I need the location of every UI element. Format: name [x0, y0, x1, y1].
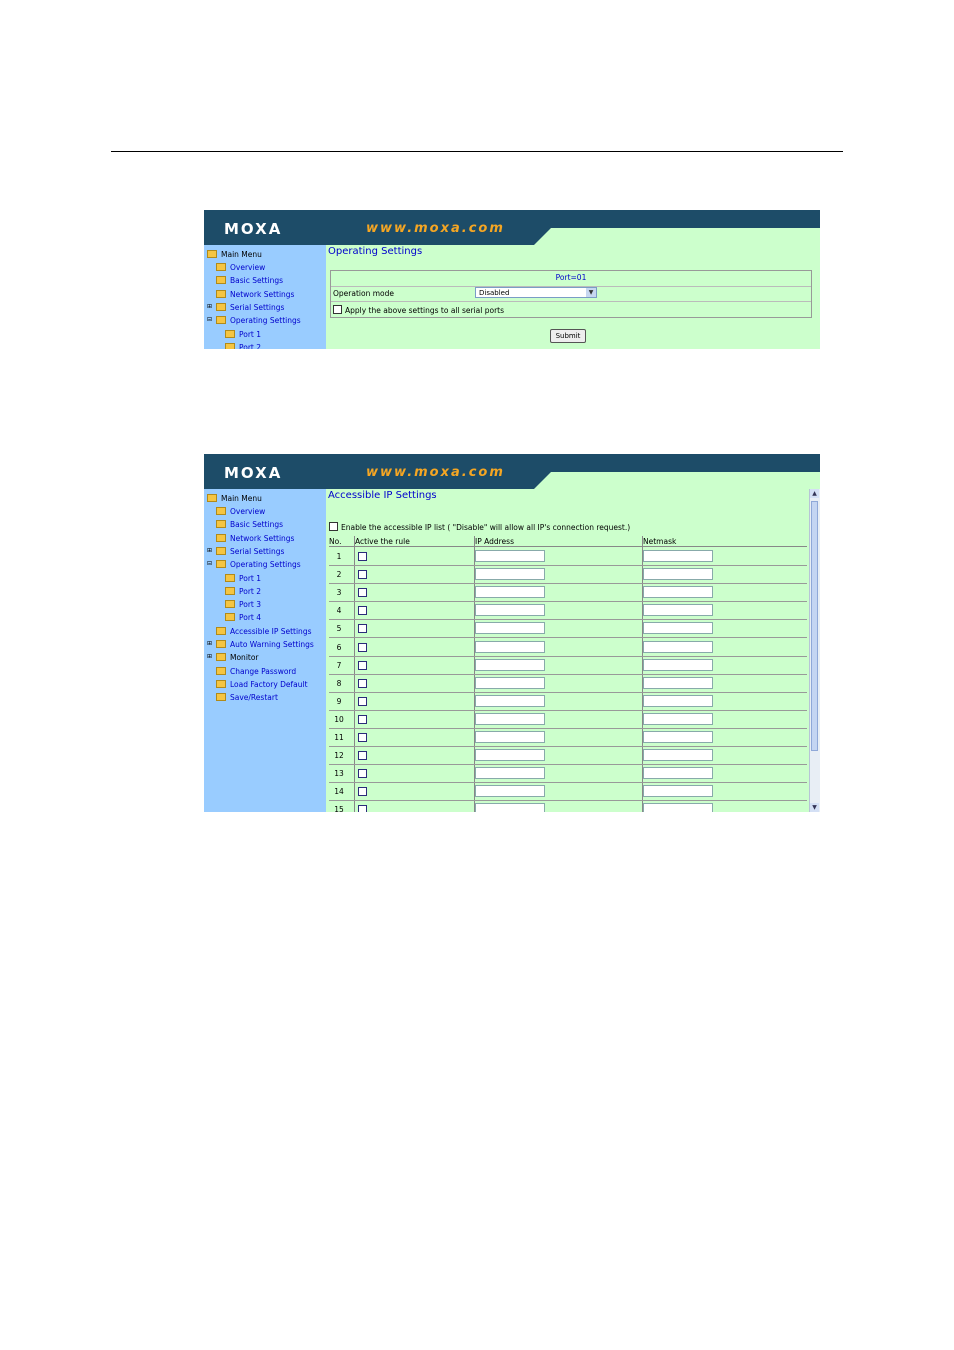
menu-item-serial-settings[interactable]: [216, 547, 284, 556]
rule-number: 5: [336, 624, 342, 634]
rule-number: 7: [336, 660, 342, 670]
settings-table: [330, 270, 812, 318]
collapse-icon[interactable]: ⊟: [207, 316, 213, 323]
table-row: [329, 601, 807, 620]
ip-address-input[interactable]: [475, 677, 545, 689]
menu-item-change-password[interactable]: [216, 667, 296, 676]
table-row: [329, 547, 807, 566]
active-rule-checkbox[interactable]: [358, 715, 367, 724]
content-area: [326, 245, 820, 349]
menu-item-overview[interactable]: [216, 263, 265, 272]
apply-all-checkbox[interactable]: [333, 305, 342, 314]
active-rule-checkbox[interactable]: [358, 588, 367, 597]
netmask-input[interactable]: [643, 767, 713, 779]
banner-stripe: [534, 228, 820, 245]
menu-label: Port 1: [239, 574, 262, 583]
rule-number: 6: [336, 642, 342, 652]
main-menu: [204, 245, 326, 349]
rule-number: 1: [336, 552, 342, 561]
table-row: [329, 583, 807, 602]
menu-label: Network Settings: [230, 534, 295, 543]
apply-all-label: Apply the above settings to all serial ports: [345, 306, 505, 315]
menu-label: Port 2: [239, 343, 262, 349]
active-rule-checkbox[interactable]: [358, 769, 367, 778]
folder-icon: [207, 250, 217, 258]
expand-icon[interactable]: ⊞: [207, 303, 213, 310]
rule-number: 4: [336, 606, 342, 616]
scroll-up-icon[interactable]: ▲: [810, 489, 819, 498]
header-banner: [204, 210, 820, 245]
rule-number: 12: [334, 751, 344, 761]
folder-icon: [225, 343, 235, 349]
scroll-down-icon[interactable]: ▼: [810, 803, 819, 812]
active-rule-checkbox[interactable]: [358, 733, 367, 742]
menu-item-basic-settings[interactable]: [216, 520, 283, 529]
column-header-ip-address: IP Address: [475, 537, 514, 546]
ip-address-input[interactable]: [475, 731, 545, 743]
header-banner: [204, 454, 820, 489]
rule-number: 13: [334, 769, 344, 779]
netmask-input[interactable]: [643, 713, 713, 725]
folder-icon: [216, 680, 226, 688]
rule-number: 3: [336, 588, 342, 598]
table-row: [329, 638, 807, 657]
operating-settings-screenshot: [204, 210, 820, 349]
netmask-input[interactable]: [643, 731, 713, 743]
folder-icon: [216, 263, 226, 271]
active-rule-checkbox[interactable]: [358, 679, 367, 688]
menu-label: Port 3: [239, 600, 262, 609]
menu-label: Auto Warning Settings: [230, 640, 314, 649]
table-row: [329, 782, 807, 801]
ip-address-input[interactable]: [475, 659, 545, 671]
active-rule-checkbox[interactable]: [358, 661, 367, 670]
moxa-logo: MOXA: [224, 464, 283, 482]
enable-ip-list-checkbox[interactable]: [329, 522, 338, 531]
accessible-ip-screenshot: [204, 454, 820, 812]
chevron-down-icon[interactable]: ▼: [586, 288, 596, 297]
table-row: [329, 674, 807, 693]
table-row: [329, 656, 807, 675]
netmask-input[interactable]: [643, 695, 713, 707]
folder-icon: [216, 640, 226, 648]
folder-icon: [216, 547, 226, 555]
ip-address-input[interactable]: [475, 622, 545, 634]
port-row: [331, 271, 811, 287]
menu-label: Operating Settings: [230, 560, 301, 569]
column-header-no: No.: [329, 537, 342, 546]
menu-item-operating-settings[interactable]: [216, 560, 301, 569]
rule-number: 8: [336, 678, 342, 688]
active-rule-checkbox[interactable]: [358, 643, 367, 652]
vertical-scrollbar[interactable]: [809, 489, 820, 812]
table-row: [329, 619, 807, 638]
menu-label: Basic Settings: [230, 520, 284, 529]
netmask-input[interactable]: [643, 586, 713, 598]
operation-mode-label: Operation mode: [333, 289, 394, 298]
table-row: [329, 710, 807, 729]
folder-icon: [225, 600, 235, 608]
folder-icon: [216, 627, 226, 635]
menu-item-port-1[interactable]: [225, 574, 261, 583]
expand-icon[interactable]: ⊞: [207, 640, 213, 647]
table-row: [329, 692, 807, 711]
apply-all-label-wrap: [333, 305, 504, 315]
menu-item-port-2[interactable]: [225, 587, 261, 596]
menu-label: Main Menu: [221, 494, 262, 503]
folder-icon: [225, 613, 235, 621]
ip-address-input[interactable]: [475, 586, 545, 598]
menu-label: Port 1: [239, 330, 262, 339]
moxa-url[interactable]: www.moxa.com: [366, 221, 505, 236]
folder-icon: [216, 653, 226, 661]
ip-address-input[interactable]: [475, 803, 545, 812]
ip-address-input[interactable]: [475, 767, 545, 779]
folder-icon: [216, 316, 226, 324]
ip-address-input[interactable]: [475, 785, 545, 797]
folder-icon: [225, 330, 235, 338]
netmask-input[interactable]: [643, 622, 713, 634]
menu-label: Main Menu: [221, 250, 262, 259]
folder-icon: [216, 520, 226, 528]
folder-icon: [216, 303, 226, 311]
netmask-input[interactable]: [643, 677, 713, 689]
netmask-input[interactable]: [643, 749, 713, 761]
folder-icon: [225, 587, 235, 595]
ip-address-input[interactable]: [475, 568, 545, 580]
menu-item-accessible-ip-settings[interactable]: [216, 627, 311, 636]
netmask-input[interactable]: [643, 803, 713, 812]
active-rule-checkbox[interactable]: [358, 805, 367, 812]
folder-icon: [216, 290, 226, 298]
folder-icon: [207, 494, 217, 502]
moxa-logo: MOXA: [224, 220, 283, 238]
page-rule: [111, 151, 843, 152]
menu-label: Basic Settings: [230, 276, 284, 285]
menu-label: Overview: [230, 263, 266, 272]
folder-icon: [216, 560, 226, 568]
menu-item-load-factory-default[interactable]: [216, 680, 308, 689]
menu-label: Operating Settings: [230, 316, 301, 325]
menu-label: Accessible IP Settings: [230, 627, 312, 636]
active-rule-checkbox[interactable]: [358, 552, 367, 561]
submit-button[interactable]: Submit: [550, 329, 586, 343]
table-row: [329, 565, 807, 584]
page-title: Accessible IP Settings: [328, 490, 437, 501]
menu-item-basic-settings[interactable]: [216, 276, 283, 285]
operation-mode-row: [331, 286, 811, 302]
page-title: Operating Settings: [328, 246, 423, 257]
table-row: [329, 800, 807, 812]
collapse-icon[interactable]: ⊟: [207, 560, 213, 567]
table-row: [329, 764, 807, 783]
folder-icon: [216, 693, 226, 701]
enable-ip-list: [329, 522, 630, 532]
menu-item-main-menu[interactable]: [207, 250, 262, 259]
active-rule-checkbox[interactable]: [358, 624, 367, 633]
folder-icon: [216, 276, 226, 284]
ip-address-input[interactable]: [475, 749, 545, 761]
netmask-input[interactable]: [643, 785, 713, 797]
menu-item-serial-settings[interactable]: [216, 303, 284, 312]
ip-address-input[interactable]: [475, 550, 545, 562]
menu-label: Overview: [230, 507, 266, 516]
banner-stripe: [534, 472, 820, 489]
table-row: [329, 746, 807, 765]
menu-label: Load Factory Default: [230, 680, 308, 689]
moxa-url[interactable]: www.moxa.com: [366, 465, 505, 480]
active-rule-checkbox[interactable]: [358, 751, 367, 760]
menu-item-network-settings[interactable]: [216, 534, 294, 543]
netmask-input[interactable]: [643, 659, 713, 671]
netmask-input[interactable]: [643, 550, 713, 562]
menu-label: Change Password: [230, 667, 297, 676]
ip-address-input[interactable]: [475, 695, 545, 707]
main-menu: [204, 489, 326, 812]
menu-item-network-settings[interactable]: [216, 290, 294, 299]
menu-label: Network Settings: [230, 290, 295, 299]
ip-address-input[interactable]: [475, 604, 545, 616]
rule-number: 14: [334, 787, 344, 797]
netmask-input[interactable]: [643, 568, 713, 580]
content-area: [326, 489, 820, 812]
rule-number: 11: [334, 733, 344, 742]
folder-icon: [216, 667, 226, 675]
folder-icon: [216, 534, 226, 542]
menu-item-port-2[interactable]: [225, 343, 261, 349]
active-rule-checkbox[interactable]: [358, 606, 367, 615]
menu-label: Port 2: [239, 587, 262, 596]
active-rule-checkbox[interactable]: [358, 570, 367, 579]
menu-item-port-1[interactable]: [225, 330, 261, 339]
active-rule-checkbox[interactable]: [358, 697, 367, 706]
apply-all-row: [331, 302, 811, 317]
enable-ip-list-label: Enable the accessible IP list ( "Disable" will allow all IP's connection request.): [341, 523, 631, 532]
menu-item-monitor[interactable]: [216, 653, 259, 662]
table-row: [329, 728, 807, 747]
port-label: Port=01: [555, 273, 587, 282]
menu-item-save-restart[interactable]: [216, 693, 278, 702]
column-header-active: Active the rule: [355, 537, 410, 546]
expand-icon[interactable]: ⊞: [207, 653, 213, 660]
ip-address-input[interactable]: [475, 713, 545, 725]
menu-label: Save/Restart: [230, 693, 278, 702]
menu-item-operating-settings[interactable]: [216, 316, 301, 325]
menu-item-main-menu[interactable]: [207, 494, 262, 503]
menu-item-auto-warning-settings[interactable]: [216, 640, 314, 649]
expand-icon[interactable]: ⊞: [207, 547, 213, 554]
menu-item-overview[interactable]: [216, 507, 265, 516]
operation-mode-value: Disabled: [479, 289, 510, 297]
column-header-netmask: Netmask: [643, 537, 677, 546]
rule-number: 10: [334, 714, 344, 724]
netmask-input[interactable]: [643, 641, 713, 653]
menu-item-port-3[interactable]: [225, 600, 261, 609]
folder-icon: [225, 574, 235, 582]
ip-table-header: [329, 536, 807, 547]
menu-label: Port 4: [239, 613, 262, 622]
folder-icon: [216, 507, 226, 515]
netmask-input[interactable]: [643, 604, 713, 616]
menu-item-port-4[interactable]: [225, 613, 261, 622]
menu-label: Serial Settings: [230, 303, 285, 312]
menu-label: Serial Settings: [230, 547, 285, 556]
rule-number: 2: [336, 570, 342, 580]
operation-mode-select[interactable]: [475, 287, 597, 298]
menu-label: Monitor: [230, 653, 259, 662]
rule-number: 9: [336, 696, 342, 706]
active-rule-checkbox[interactable]: [358, 787, 367, 796]
scrollbar-thumb[interactable]: [811, 501, 818, 751]
rule-number: 15: [334, 805, 344, 812]
ip-address-input[interactable]: [475, 641, 545, 653]
